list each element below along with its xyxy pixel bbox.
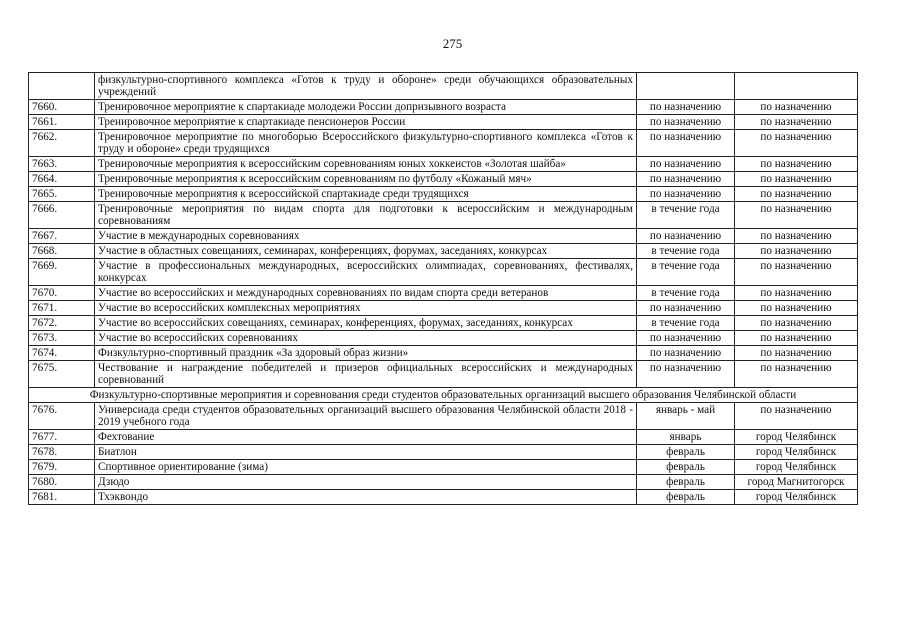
row-place: по назначению bbox=[735, 259, 858, 286]
row-period: по назначению bbox=[637, 331, 735, 346]
row-description: Спортивное ориентирование (зима) bbox=[95, 460, 637, 475]
row-number: 7677. bbox=[29, 430, 95, 445]
row-place: город Челябинск bbox=[735, 430, 858, 445]
row-number: 7678. bbox=[29, 445, 95, 460]
row-number bbox=[29, 73, 95, 100]
table-row bbox=[29, 490, 858, 505]
row-place: город Челябинск bbox=[735, 460, 858, 475]
row-description: физкультурно-спортивного комплекса «Готов к труду и обороне» среди обучающихся образовательных учреждений bbox=[95, 73, 637, 100]
row-period: в течение года bbox=[637, 316, 735, 331]
row-description: Тренировочные мероприятия к всероссийским соревнованиям юных хоккеистов «Золотая шайба» bbox=[95, 157, 637, 172]
row-period bbox=[637, 73, 735, 100]
row-place: по назначению bbox=[735, 403, 858, 430]
events-table bbox=[28, 72, 858, 505]
row-period: по назначению bbox=[637, 130, 735, 157]
row-period: январь bbox=[637, 430, 735, 445]
section-header-row bbox=[29, 388, 858, 403]
row-description: Тренировочное мероприятие по многоборью Всероссийского физкультурно-спортивного комплекса «Готов к труду и обороне» среди трудящихся bbox=[95, 130, 637, 157]
row-number: 7672. bbox=[29, 316, 95, 331]
row-number: 7681. bbox=[29, 490, 95, 505]
section-body bbox=[29, 388, 858, 403]
row-description: Участие во всероссийских соревнованиях bbox=[95, 331, 637, 346]
row-period: в течение года bbox=[637, 259, 735, 286]
row-number: 7663. bbox=[29, 157, 95, 172]
row-number: 7661. bbox=[29, 115, 95, 130]
table-row bbox=[29, 331, 858, 346]
row-number: 7660. bbox=[29, 100, 95, 115]
table-row bbox=[29, 403, 858, 430]
row-period: в течение года bbox=[637, 202, 735, 229]
row-period: январь - май bbox=[637, 403, 735, 430]
row-number: 7668. bbox=[29, 244, 95, 259]
row-period: по назначению bbox=[637, 100, 735, 115]
row-period: по назначению bbox=[637, 346, 735, 361]
row-number: 7676. bbox=[29, 403, 95, 430]
row-period: по назначению bbox=[637, 172, 735, 187]
row-place: по назначению bbox=[735, 157, 858, 172]
row-description: Чествование и награждение победителей и призеров официальных всероссийских и международных соревнований bbox=[95, 361, 637, 388]
row-period: по назначению bbox=[637, 301, 735, 316]
row-place: по назначению bbox=[735, 115, 858, 130]
table-row bbox=[29, 301, 858, 316]
row-description: Участие во всероссийских и международных соревнованиях по видам спорта среди ветеранов bbox=[95, 286, 637, 301]
table-row bbox=[29, 100, 858, 115]
row-description: Участие в областных совещаниях, семинарах, конференциях, форумах, заседаниях, конкурсах bbox=[95, 244, 637, 259]
row-number: 7680. bbox=[29, 475, 95, 490]
row-place: по назначению bbox=[735, 187, 858, 202]
row-place: по назначению bbox=[735, 244, 858, 259]
table-row bbox=[29, 115, 858, 130]
row-description: Тренировочные мероприятия к всероссийской спартакиаде среди трудящихся bbox=[95, 187, 637, 202]
row-period: февраль bbox=[637, 460, 735, 475]
row-period: в течение года bbox=[637, 286, 735, 301]
row-number: 7679. bbox=[29, 460, 95, 475]
row-description: Участие во всероссийских совещаниях, семинарах, конференциях, форумах, заседаниях, конкурсах bbox=[95, 316, 637, 331]
row-period: февраль bbox=[637, 490, 735, 505]
table-row bbox=[29, 187, 858, 202]
row-period: по назначению bbox=[637, 187, 735, 202]
row-description: Участие в профессиональных международных, всероссийских олимпиадах, соревнованиях, фестивалях, конкурсах bbox=[95, 259, 637, 286]
table-row bbox=[29, 157, 858, 172]
row-period: в течение года bbox=[637, 244, 735, 259]
row-number: 7662. bbox=[29, 130, 95, 157]
row-period: по назначению bbox=[637, 229, 735, 244]
table-row bbox=[29, 130, 858, 157]
row-number: 7667. bbox=[29, 229, 95, 244]
table-row bbox=[29, 316, 858, 331]
table-body-b bbox=[29, 403, 858, 505]
row-description: Дзюдо bbox=[95, 475, 637, 490]
row-place: по назначению bbox=[735, 361, 858, 388]
row-place bbox=[735, 73, 858, 100]
row-number: 7670. bbox=[29, 286, 95, 301]
row-description: Универсиада среди студентов образовательных организаций высшего образования Челябинской области 2018 - 2019 учебного года bbox=[95, 403, 637, 430]
row-description: Тренировочное мероприятие к спартакиаде молодежи России допризывного возраста bbox=[95, 100, 637, 115]
row-place: по назначению bbox=[735, 316, 858, 331]
row-place: по назначению bbox=[735, 100, 858, 115]
row-number: 7671. bbox=[29, 301, 95, 316]
row-description: Фехтование bbox=[95, 430, 637, 445]
table-row bbox=[29, 361, 858, 388]
row-description: Тренировочные мероприятия к всероссийским соревнованиям по футболу «Кожаный мяч» bbox=[95, 172, 637, 187]
row-period: по назначению bbox=[637, 115, 735, 130]
table-body-a bbox=[29, 73, 858, 388]
table-row bbox=[29, 286, 858, 301]
table-row bbox=[29, 202, 858, 229]
row-description: Физкультурно-спортивный праздник «За здоровый образ жизни» bbox=[95, 346, 637, 361]
table-row-continuation bbox=[29, 73, 858, 100]
row-description: Участие в международных соревнованиях bbox=[95, 229, 637, 244]
row-period: по назначению bbox=[637, 361, 735, 388]
table-row bbox=[29, 244, 858, 259]
table-row bbox=[29, 445, 858, 460]
row-place: по назначению bbox=[735, 172, 858, 187]
row-place: по назначению bbox=[735, 130, 858, 157]
row-place: по назначению bbox=[735, 229, 858, 244]
table-row bbox=[29, 430, 858, 445]
row-description: Тхэквондо bbox=[95, 490, 637, 505]
row-period: февраль bbox=[637, 445, 735, 460]
row-place: по назначению bbox=[735, 286, 858, 301]
row-place: город Челябинск bbox=[735, 490, 858, 505]
table-row bbox=[29, 460, 858, 475]
row-number: 7674. bbox=[29, 346, 95, 361]
row-number: 7675. bbox=[29, 361, 95, 388]
row-number: 7673. bbox=[29, 331, 95, 346]
row-number: 7669. bbox=[29, 259, 95, 286]
row-period: февраль bbox=[637, 475, 735, 490]
row-number: 7665. bbox=[29, 187, 95, 202]
row-description: Тренировочные мероприятия по видам спорта для подготовки к всероссийским и международным соревнованиям bbox=[95, 202, 637, 229]
row-description: Участие во всероссийских комплексных мероприятиях bbox=[95, 301, 637, 316]
section-title: Физкультурно-спортивные мероприятия и соревнования среди студентов образовательных организаций высшего образования Челябинской области bbox=[29, 388, 858, 403]
table-row bbox=[29, 475, 858, 490]
table-row bbox=[29, 346, 858, 361]
table-row bbox=[29, 172, 858, 187]
row-description: Тренировочное мероприятие к спартакиаде пенсионеров России bbox=[95, 115, 637, 130]
row-place: город Челябинск bbox=[735, 445, 858, 460]
row-place: город Магнитогорск bbox=[735, 475, 858, 490]
row-place: по назначению bbox=[735, 301, 858, 316]
row-place: по назначению bbox=[735, 346, 858, 361]
row-number: 7664. bbox=[29, 172, 95, 187]
row-description: Биатлон bbox=[95, 445, 637, 460]
row-number: 7666. bbox=[29, 202, 95, 229]
row-place: по назначению bbox=[735, 202, 858, 229]
row-period: по назначению bbox=[637, 157, 735, 172]
table-row bbox=[29, 259, 858, 286]
table-row bbox=[29, 229, 858, 244]
row-place: по назначению bbox=[735, 331, 858, 346]
page-number: 275 bbox=[442, 36, 463, 51]
